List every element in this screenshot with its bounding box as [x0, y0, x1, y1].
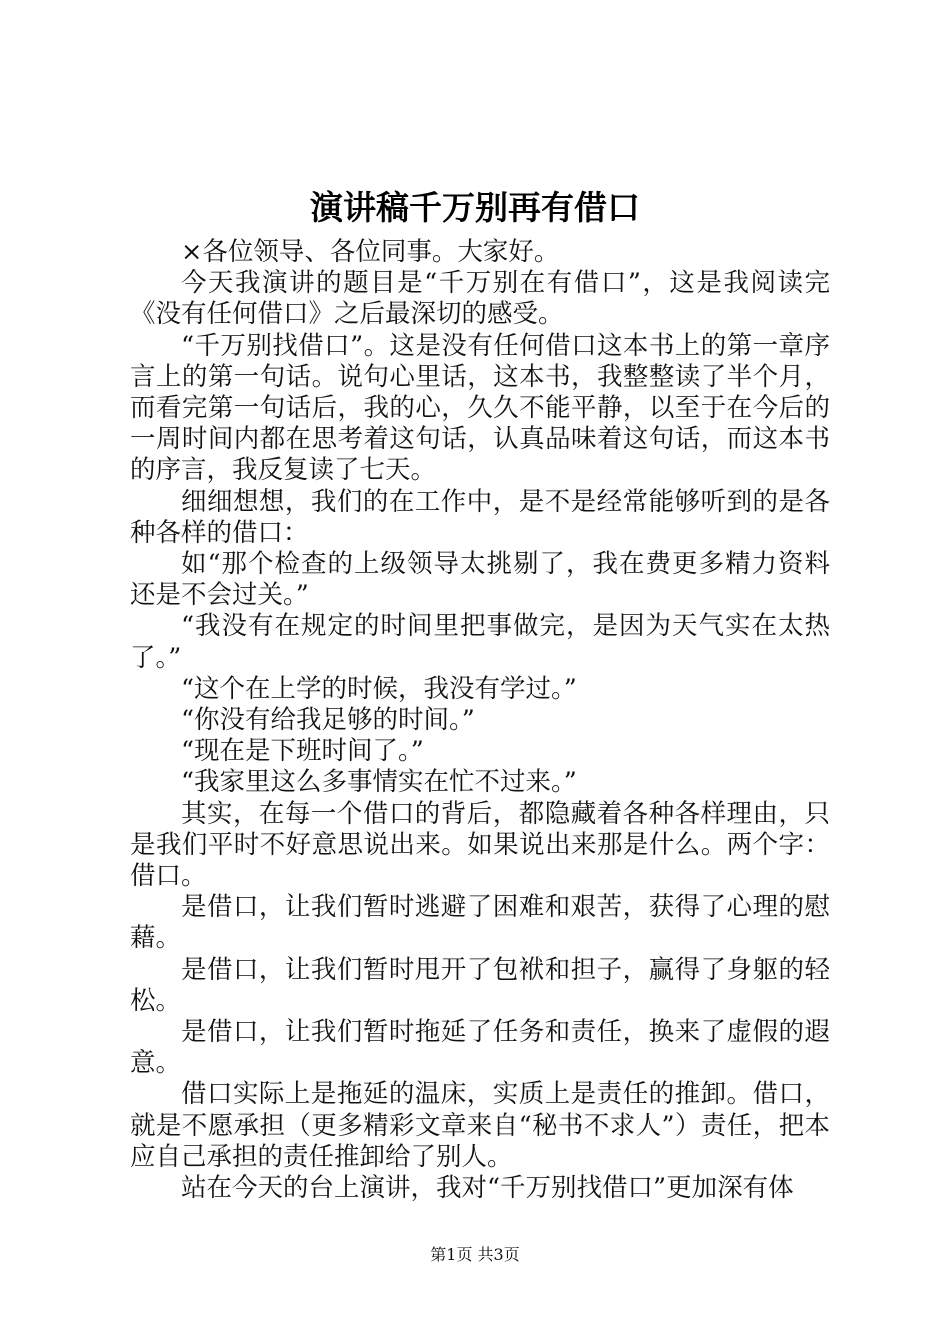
paragraph: 其实，在每一个借口的背后，都隐藏着各种各样理由，只是我们平时不好意思说出来。如果说出来那是什么。两个字：借口。 — [130, 798, 830, 892]
paragraph: 今天我演讲的题目是“千万别在有借口”，这是我阅读完《没有任何借口》之后最深切的感受。 — [130, 268, 830, 330]
paragraph: “这个在上学的时候，我没有学过。” — [181, 673, 577, 704]
page-footer: 第1页 共3页 — [430, 1245, 520, 1264]
paragraph: “我没有在规定的时间里把事做完，是因为天气实在太热了。” — [130, 611, 830, 673]
paragraph: 细细想想，我们的在工作中，是不是经常能够听到的是各种各样的借口： — [130, 486, 830, 548]
document-body — [130, 237, 830, 1204]
paragraph: 是借口，让我们暂时甩开了包袱和担子，赢得了身躯的轻松。 — [130, 954, 830, 1016]
paragraph: 如“那个检查的上级领导太挑剔了，我在费更多精力资料还是不会过关。” — [130, 549, 830, 611]
paragraph: 站在今天的台上演讲，我对“千万别找借口”更加深有体 — [181, 1173, 794, 1204]
paragraph: “我家里这么多事情实在忙不过来。” — [181, 767, 577, 798]
paragraph: “千万别找借口”。这是没有任何借口这本书上的第一章序言上的第一句话。说句心里话，这本书，我整整读了半个月，而看完第一句话后，我的心，久久不能平静，以至于在今后的一周时间内都在思考着这句话，认真品味着这句话，而这本书的序言，我反复读了七天。 — [130, 330, 830, 486]
document-title: 演讲稿千万别再有借口 — [310, 188, 640, 227]
paragraph: ×各位领导、各位同事。大家好。 — [181, 237, 560, 267]
paragraph: 借口实际上是拖延的温床，实质上是责任的推卸。借口，就是不愿承担（更多精彩文章来自“秘书不求人”）责任，把本应自己承担的责任推卸给了别人。 — [130, 1079, 830, 1172]
paragraph: “现在是下班时间了。” — [181, 736, 424, 767]
paragraph: “你没有给我足够的时间。” — [181, 705, 475, 736]
paragraph: 是借口，让我们暂时逃避了困难和艰苦，获得了心理的慰藉。 — [130, 892, 830, 954]
paragraph: 是借口，让我们暂时拖延了任务和责任，换来了虚假的遐意。 — [130, 1017, 830, 1079]
